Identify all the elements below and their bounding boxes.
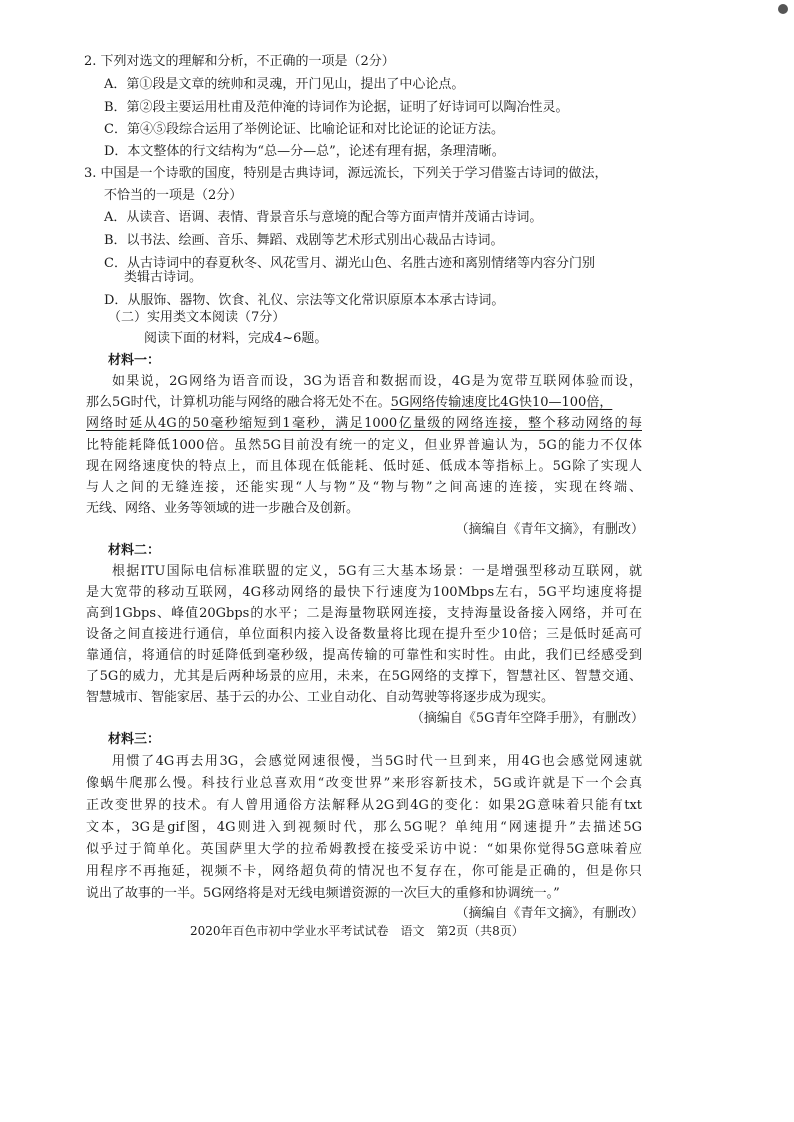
- scan-dot: [778, 4, 788, 14]
- material-1-source: （摘编自《青年文摘》，有删改）: [455, 522, 644, 537]
- material-2-line: 设备之间直接进行通信，单位面积内接入设备数量将比现在提升至少10倍；三是低时延高可: [86, 627, 642, 642]
- q3-option-c: C．从古诗词中的春夏秋冬、风花雪月、湖光山色、名胜古迹和离别情绪等内容分门别: [104, 256, 595, 271]
- q2-option-d: D．本文整体的行文结构为“总—分—总”，论述有理有据，条理清晰。: [104, 144, 505, 159]
- section-instruction: 阅读下面的材料，完成4~6题。: [144, 331, 328, 346]
- material-3-line: 正改变世界的技术。有人曾用通俗方法解释从2G到4G的变化：如果2G意味着只能有txt: [86, 798, 642, 813]
- q3-option-b: B．以书法、绘画、音乐、舞蹈、戏剧等艺术形式别出心裁品古诗词。: [104, 233, 504, 248]
- material-1-line: 比特能耗降低1000倍。虽然5G目前没有统一的定义，但业界普遍认为，5G的能力不仅体: [86, 438, 642, 453]
- material-2-line: 高到1Gbps、峰值20Gbps的水平；二是海量物联网连接，支持海量设备接入网络，并可在: [86, 606, 642, 621]
- page-footer: 2020年百色市初中学业水平考试试卷 语文 第2页（共8页）: [190, 924, 524, 938]
- material-2-source: （摘编自《5G青年空降手册》，有删改）: [410, 711, 644, 726]
- q3-option-a: A．从读音、语调、表情、背景音乐与意境的配合等方面声情并茂诵古诗词。: [104, 210, 543, 225]
- material-3-line: 像蜗牛爬那么慢。科技行业总喜欢用“改变世界”来形容新技术，5G或许就是下一个会真: [86, 776, 642, 791]
- q2-option-a: A．第①段是文章的统帅和灵魂，开门见山，提出了中心论点。: [104, 77, 465, 92]
- material-3-line: 文本，3G是gif图，4G则进入到视频时代，那么5G呢？单纯用“网速提升”去描述5G: [86, 820, 642, 835]
- material-1-line-2-text: 那么5G时代，计算机功能与网络的融合将无处不在。: [86, 395, 391, 410]
- material-3-line: 用程序不再拖延，视频不卡，网络超负荷的情况也不复存在，你可能是正确的，但是你只: [86, 864, 642, 879]
- material-1-line: 与人之间的无缝连接，还能实现“人与物”及“物与物”之间高速的连接，实现在终端、: [86, 480, 642, 495]
- q3-stem-line-2: 不恰当的一项是（2分）: [104, 188, 243, 203]
- q2-option-c: C．第④⑤段综合运用了举例论证、比喻论证和对比论证的论证方法。: [104, 122, 504, 137]
- material-1-line: 网络时延从4G的50毫秒缩短到1毫秒，满足1000亿量级的网络连接，整个移动网络的每: [86, 416, 642, 431]
- material-3-line: 用惯了4G再去用3G，会感觉网速很慢，当5G时代一旦到来，用4G也会感觉网速就: [112, 754, 642, 769]
- material-1-underlined: 5G网络传输速度比4G快10—100倍，: [390, 395, 613, 410]
- q3-option-c-cont: 类辑古诗词。: [124, 270, 203, 285]
- material-2-label: 材料二：: [108, 543, 161, 558]
- q3-stem-line-1: 3. 中国是一个诗歌的国度，特别是古典诗词，源远流长，下列关于学习借鉴古诗词的做法，: [84, 166, 608, 181]
- material-1-line: 无线、网络、业务等领域的进一步融合及创新。: [86, 501, 360, 516]
- material-2-line: 根据ITU国际电信标准联盟的定义，5G有三大基本场景：一是增强型移动互联网，就: [112, 564, 642, 579]
- material-3-label: 材料三：: [108, 732, 161, 747]
- material-1-line: 现在网络速度快的特点上，而且体现在低能耗、低时延、低成本等指标上。5G除了实现人: [86, 459, 642, 474]
- material-2-line: 靠通信，将通信的时延降低到毫秒级，提高传输的可靠性和实时性。由此，我们已经感受到: [86, 648, 642, 663]
- material-2-line: 智慧城市、智能家居、基于云的办公、工业自动化、自动驾驶等将逐步成为现实。: [86, 690, 555, 705]
- material-3-source: （摘编自《青年文摘》，有删改）: [455, 906, 644, 921]
- material-1-line-2: [86, 395, 642, 411]
- material-1-label: 材料一：: [108, 353, 161, 368]
- material-3-line: 似乎过于简单化。英国萨里大学的拉希姆教授在接受采访中说：“如果你觉得5G意味着应: [86, 842, 642, 857]
- material-1-line: 如果说，2G网络为语音而设，3G为语音和数据而设，4G是为宽带互联网体验而设，: [112, 374, 642, 389]
- section-title: （二）实用类文本阅读（7分）: [108, 310, 286, 325]
- material-2-line: 了5G的威力，尤其是后两种场景的应用，未来，在5G网络的支撑下，智慧社区、智慧交通、: [86, 669, 642, 684]
- material-3-line: 说出了故事的一半。5G网络将是对无线电频谱资源的一次巨大的重修和协调统一。”: [86, 886, 560, 901]
- q3-option-d: D．从服饰、器物、饮食、礼仪、宗法等文化常识原原本本承古诗词。: [104, 293, 505, 308]
- q2-option-b: B．第②段主要运用杜甫及范仲淹的诗词作为论据，证明了好诗词可以陶冶性灵。: [104, 100, 569, 115]
- q2-stem: 2. 下列对选文的理解和分析，不正确的一项是（2分）: [84, 54, 395, 69]
- material-2-line: 是大宽带的移动互联网，4G移动网络的最快下行速度为100Mbps左右，5G平均速度将提: [86, 585, 642, 600]
